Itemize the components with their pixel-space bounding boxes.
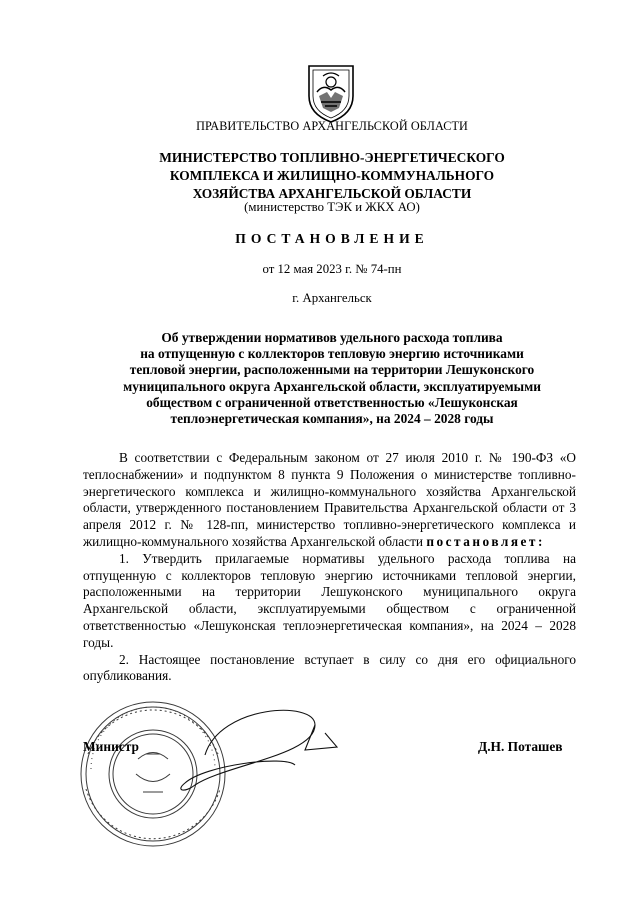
coat-of-arms-icon xyxy=(303,62,359,124)
document-body xyxy=(83,450,576,685)
document-subject xyxy=(0,330,640,427)
resolves-word: постановляет: xyxy=(426,533,545,549)
subject-line: на отпущенную с коллекторов тепловую энергию источниками xyxy=(140,346,524,362)
preamble-paragraph xyxy=(83,450,576,551)
document-type: ПОСТАНОВЛЕНИЕ xyxy=(235,231,429,246)
item-2: 2. Настоящее постановление вступает в силу со дня его официального опубликования. xyxy=(83,651,576,684)
subject-line: муниципального округа Архангельской области, эксплуатируемыми xyxy=(123,378,541,394)
subject-line: обществом с ограниченной ответственностью «Лешуконская xyxy=(146,394,518,410)
ministry-short-name: (министерство ТЭК и ЖКХ АО) xyxy=(244,200,420,214)
ministry-line: ХОЗЯЙСТВА АРХАНГЕЛЬСКОЙ ОБЛАСТИ xyxy=(192,186,472,201)
ministry-line: КОМПЛЕКСА И ЖИЛИЩНО-КОММУНАЛЬНОГО xyxy=(169,168,495,183)
subject-line: теплоэнергетическая компания», на 2024 – 2028 годы xyxy=(170,411,494,427)
preamble-text: В соответствии с Федеральным законом от 27 июля 2010 г. № 190-ФЗ «О теплоснабжении» и подпунктом 8 пункта 9 Положения о министерстве топливно-энергетического комплекса и жилищно-коммунального хозяйства Архангельской области, утвержденного постановлением Правительства Архангельской области от 3 апреля 2012 г. № 128-пп, министерство топливно-энергетического комплекса и жилищно-коммунального хозяйства Архангельской области xyxy=(83,450,576,549)
subject-line: тепловой энергии, расположенными на территории Лешуконского xyxy=(129,362,535,378)
subject-line: Об утверждении нормативов удельного расхода топлива xyxy=(161,330,503,345)
date-number: от 12 мая 2023 г. № 74-пн xyxy=(262,262,402,276)
item-1: 1. Утвердить прилагаемые нормативы удельного расхода топлива на отпущенную с коллекторов тепловую энергию источниками тепловой энергии, расположенными на территории Лешуконского муниципального округа Архангельской области, эксплуатируемыми обществом с ограниченной ответственностью «Лешуконская теплоэнергетическая компания», на 2024 – 2028 годы. xyxy=(83,550,576,650)
ministry-line: МИНИСТЕРСТВО ТОПЛИВНО-ЭНЕРГЕТИЧЕСКОГО xyxy=(159,150,505,165)
government-name: ПРАВИТЕЛЬСТВО АРХАНГЕЛЬСКОЙ ОБЛАСТИ xyxy=(196,119,468,133)
signatory-name: Д.Н. Поташев xyxy=(478,739,563,754)
ministry-name xyxy=(0,149,640,203)
city: г. Архангельск xyxy=(292,291,372,305)
handwritten-signature xyxy=(165,695,355,800)
signatory-position: Министр xyxy=(83,739,139,754)
